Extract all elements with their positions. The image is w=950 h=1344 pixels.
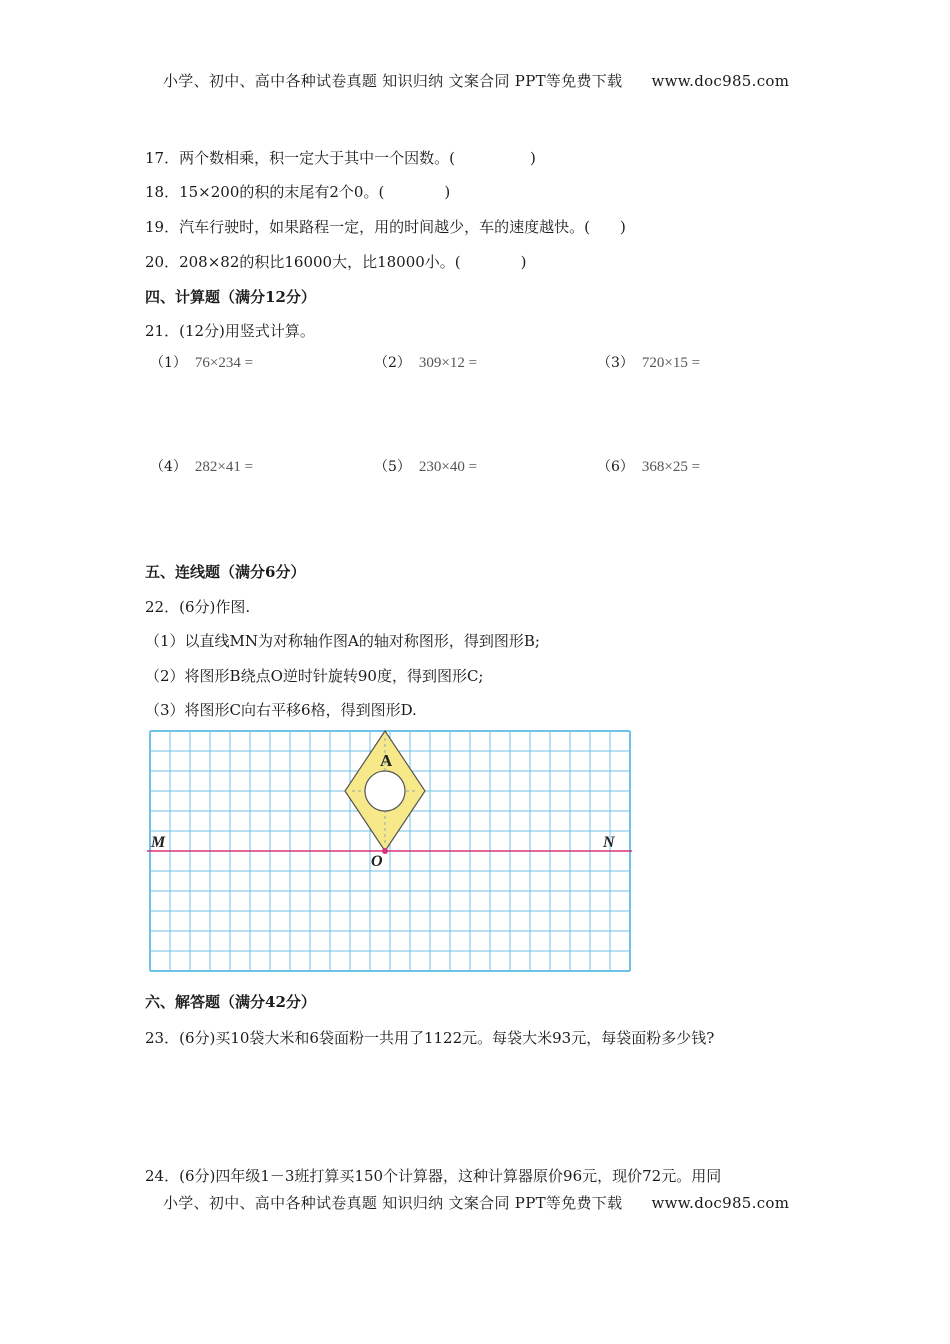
calc-item: （6） 368×25 = (597, 459, 701, 475)
question-23: 23．(6分)买10袋大米和6袋面粉一共用了1122元。每袋大米93元，每袋面粉多少钱? (145, 1029, 715, 1047)
label-o: O (371, 853, 383, 870)
question-20: 20．208×82的积比16000大，比18000小。( ) (145, 253, 527, 271)
calc-item: （3） 720×15 = (597, 355, 701, 371)
question-22-step-1: （1）以直线MN为对称轴作图A的轴对称图形，得到图形B; (145, 632, 540, 650)
question-21: 21．(12分)用竖式计算。 (145, 322, 315, 340)
shape-a-label: A (380, 751, 393, 770)
grid-svg (147, 728, 632, 973)
question-22-step-3: （3）将图形C向右平移6格，得到图形D. (145, 701, 417, 719)
section-6-title: 六、解答题（满分42分） (145, 993, 316, 1011)
calc-item: （5） 230×40 = (374, 459, 478, 475)
calc-item: （4） 282×41 = (150, 459, 254, 475)
label-m: M (151, 834, 166, 851)
label-n: N (603, 834, 615, 851)
shape-a-hole (365, 771, 405, 811)
section-4-title: 四、计算题（满分12分） (145, 288, 316, 306)
question-24: 24．(6分)四年级1－3班打算买150个计算器，这种计算器原价96元，现价72元。用同 (145, 1167, 722, 1185)
calc-item: （1） 76×234 = (150, 355, 254, 371)
section-5-title: 五、连线题（满分6分） (145, 563, 306, 581)
question-18: 18．15×200的积的末尾有2个0。( ) (145, 183, 451, 201)
question-17: 17．两个数相乘，积一定大于其中一个因数。( ) (145, 149, 536, 167)
page-header (163, 70, 789, 91)
footer-text: 小学、初中、高中各种试卷真题 知识归纳 文案合同 PPT等免费下载 (163, 1194, 623, 1212)
calc-item: （2） 309×12 = (374, 355, 478, 371)
header-url[interactable]: www.doc985.com (651, 72, 790, 90)
question-19: 19．汽车行驶时，如果路程一定，用的时间越少，车的速度越快。( ) (145, 218, 626, 236)
footer-url[interactable]: www.doc985.com (651, 1194, 790, 1212)
header-text: 小学、初中、高中各种试卷真题 知识归纳 文案合同 PPT等免费下载 (163, 72, 623, 90)
page-footer (163, 1192, 789, 1213)
question-22-step-2: （2）将图形B绕点O逆时针旋转90度，得到图形C; (145, 667, 484, 685)
symmetry-grid-figure (147, 728, 632, 977)
point-o (382, 848, 388, 854)
question-22: 22．(6分)作图. (145, 598, 251, 616)
